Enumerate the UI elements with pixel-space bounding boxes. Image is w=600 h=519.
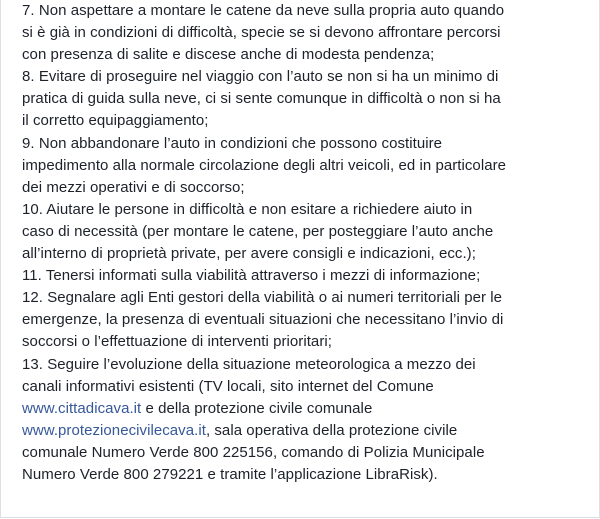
- text-line: 12. Segnalare agli Enti gestori della viabilità o ai numeri territoriali per le: [22, 289, 503, 307]
- text-line: impedimento alla normale circolazione degli altri veicoli, ed in particolare: [22, 156, 507, 174]
- text-line: canali informativi esistenti (TV locali, sito internet del Comune: [22, 377, 434, 395]
- text-line: caso di necessità (per montare le catene, per posteggiare l’auto anche: [22, 222, 494, 240]
- cittadicava-link[interactable]: www.cittadicava.it: [22, 399, 142, 417]
- text-line: pratica di guida sulla neve, ci si sente comunque in difficoltà o non si ha: [22, 90, 501, 108]
- text-line: il corretto equipaggiamento;: [22, 112, 209, 130]
- post-text: [22, 0, 594, 486]
- text-fragment: , sala operativa della protezione civile: [205, 421, 458, 439]
- text-line: all’interno di proprietà private, per avere consigli e indicazioni, ecc.);: [22, 245, 476, 263]
- text-line: soccorsi o l’effettuazione di interventi prioritari;: [22, 333, 332, 351]
- protezionecivilecava-link[interactable]: www.protezionecivilecava.it: [22, 421, 206, 439]
- text-line: 13. Seguire l’evoluzione della situazione meteorologica a mezzo dei: [22, 355, 476, 373]
- text-line: si è già in condizioni di difficoltà, specie se si devono affrontare percorsi: [22, 24, 501, 42]
- text-line-with-link: [22, 398, 594, 420]
- text-line: 9. Non abbandonare l’auto in condizioni che possono costituire: [22, 134, 443, 152]
- text-line: 7. Non aspettare a montare le catene da neve sulla propria auto quando: [22, 2, 505, 19]
- text-line: 8. Evitare di proseguire nel viaggio con l’auto se non si ha un minimo di: [22, 68, 499, 86]
- text-line: dei mezzi operativi e di soccorso;: [22, 178, 245, 196]
- text-line: 11. Tenersi informati sulla viabilità attraverso i mezzi di informazione;: [22, 267, 481, 285]
- text-line: 10. Aiutare le persone in difficoltà e non esitare a richiedere aiuto in: [22, 200, 473, 218]
- text-line: Numero Verde 800 279221 e tramite l’applicazione LibraRisk).: [22, 465, 438, 483]
- text-line: con presenza di salite e discese anche di modesta pendenza;: [22, 46, 435, 64]
- text-line-with-link: [22, 420, 594, 442]
- text-line: emergenze, la presenza di eventuali situazioni che necessitano l’invio di: [22, 311, 504, 329]
- text-fragment: e della protezione civile comunale: [141, 399, 373, 417]
- text-line: comunale Numero Verde 800 225156, comando di Polizia Municipale: [22, 443, 485, 461]
